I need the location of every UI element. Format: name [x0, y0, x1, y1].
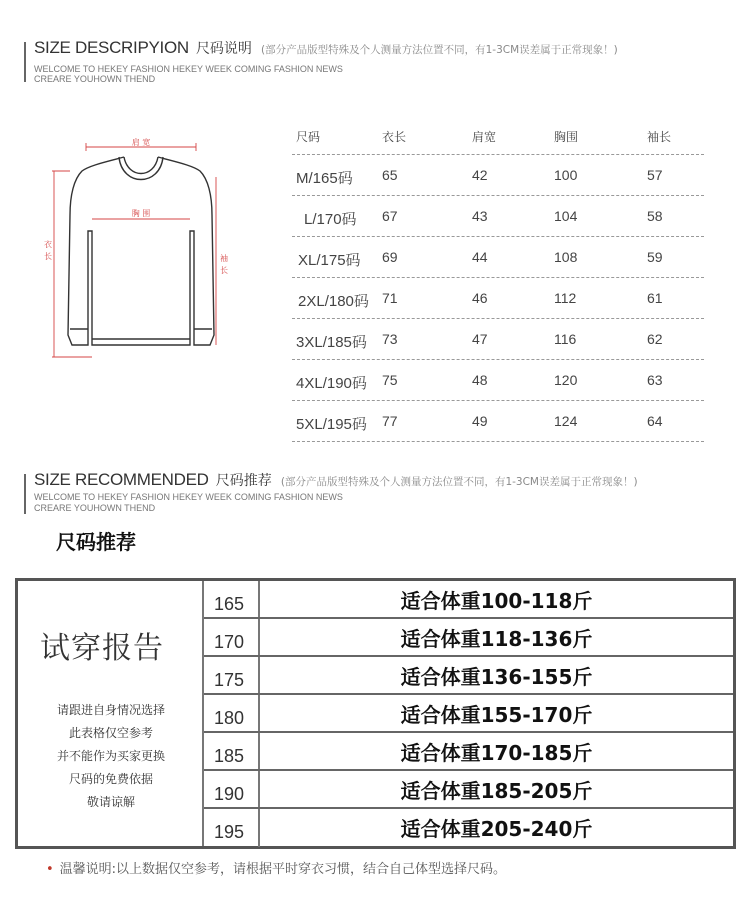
section-title-cn: 尺码推荐	[215, 473, 272, 489]
table-row	[204, 733, 733, 771]
table-row	[292, 195, 704, 236]
cell-sleeve: 62	[647, 331, 663, 347]
header-sleeve: 袖长	[647, 130, 672, 144]
section-subtitle-1: WELCOME TO HEKEY FASHION HEKEY WEEK COMING FASHION NEWS	[34, 64, 343, 74]
cell-chest: 104	[554, 208, 578, 224]
header-shoulder: 肩宽	[472, 130, 497, 144]
cell-chest: 112	[554, 290, 577, 306]
cell-chest: 120	[554, 372, 578, 388]
fit-size: 185	[204, 733, 260, 769]
fit-report-title: 试穿报告	[40, 631, 164, 666]
cell-shoulder: 44	[472, 249, 488, 265]
section-title-en: SIZE DESCRIPYION	[34, 38, 189, 57]
cell-size: 3XL/185码	[296, 334, 367, 351]
cell-length: 73	[382, 331, 398, 347]
cell-length: 75	[382, 372, 398, 388]
cell-sleeve: 64	[647, 413, 663, 429]
header-length: 衣长	[382, 130, 407, 144]
cell-shoulder: 42	[472, 167, 488, 183]
cell-length: 71	[382, 290, 398, 306]
fit-size: 165	[204, 581, 260, 617]
footnote-text: 温馨说明:以上数据仅空参考，请根据平时穿衣习惯，结合自己体型选择尺码。	[59, 862, 507, 877]
cell-length: 77	[382, 413, 398, 429]
fit-size: 195	[204, 809, 260, 847]
sweater-outline	[68, 157, 214, 345]
sleeve-label-1: 袖	[220, 254, 228, 263]
recommend-title: 尺码推荐	[56, 530, 136, 554]
table-row	[292, 400, 704, 441]
cell-shoulder: 49	[472, 413, 488, 429]
table-row	[204, 619, 733, 657]
cell-sleeve: 57	[647, 167, 663, 183]
cell-chest: 100	[554, 167, 578, 183]
cell-shoulder: 48	[472, 372, 488, 388]
chest-label: 胸 围	[131, 209, 151, 218]
cell-size: XL/175码	[298, 252, 361, 269]
fit-weight: 适合体重155-170斤	[400, 703, 593, 727]
fit-note-line: 尺码的免费依据	[68, 772, 153, 786]
header-title-line	[34, 38, 618, 58]
sleeve-label-2: 长	[220, 266, 228, 275]
header-divider	[24, 474, 26, 514]
table-row	[204, 771, 733, 809]
measure-lines	[52, 143, 216, 357]
cell-chest: 124	[554, 413, 578, 429]
table-row	[292, 277, 704, 318]
cell-shoulder: 46	[472, 290, 488, 306]
fit-rows	[204, 581, 733, 846]
header-divider	[24, 42, 26, 82]
cell-chest: 108	[554, 249, 578, 265]
table-row	[204, 657, 733, 695]
cell-sleeve: 58	[647, 208, 663, 224]
fit-note-line: 请跟进自身情况选择	[56, 703, 165, 717]
sweater-diagram	[40, 135, 240, 375]
length-label-1: 衣	[44, 240, 52, 249]
fit-weight: 适合体重185-205斤	[400, 779, 593, 803]
fit-note-line: 此表格仅空参考	[68, 726, 153, 740]
table-row	[292, 318, 704, 359]
cell-size: L/170码	[304, 211, 357, 228]
cell-sleeve: 63	[647, 372, 663, 388]
cell-size: 2XL/180码	[298, 293, 369, 310]
fit-report-panel	[18, 581, 204, 846]
table-bottom-rule	[292, 441, 704, 442]
length-label-2: 长	[44, 252, 52, 261]
cell-length: 67	[382, 208, 398, 224]
cell-size: 5XL/195码	[296, 416, 367, 433]
header-title-line	[34, 470, 638, 490]
fit-weight: 适合体重136-155斤	[400, 665, 593, 689]
cell-shoulder: 47	[472, 331, 488, 347]
header-chest: 胸围	[554, 130, 579, 144]
size-table-header	[292, 126, 704, 154]
fit-weight: 适合体重100-118斤	[400, 589, 593, 613]
fit-report-notes	[18, 699, 204, 814]
table-row	[204, 809, 733, 847]
fit-note-line: 敬请谅解	[86, 795, 135, 809]
section-subtitle-2: CREARE YOUHOWN THEND	[34, 74, 156, 84]
fit-report-table	[15, 578, 736, 849]
cell-size: M/165码	[296, 170, 353, 187]
footnote	[46, 858, 506, 877]
header-size: 尺码	[296, 130, 321, 144]
fit-weight: 适合体重118-136斤	[400, 627, 593, 651]
cell-sleeve: 61	[647, 290, 663, 306]
cell-shoulder: 43	[472, 208, 488, 224]
bullet-dot-icon: •	[46, 862, 54, 877]
fit-note-line: 并不能作为买家更换	[56, 749, 165, 763]
fit-size: 175	[204, 657, 260, 693]
cell-sleeve: 59	[647, 249, 663, 265]
fit-weight: 适合体重205-240斤	[400, 817, 593, 841]
fit-size: 170	[204, 619, 260, 655]
table-row	[292, 236, 704, 277]
table-row	[292, 359, 704, 400]
cell-chest: 116	[554, 331, 577, 347]
fit-size: 190	[204, 771, 260, 807]
section-subtitle-1: WELCOME TO HEKEY FASHION HEKEY WEEK COMING FASHION NEWS	[34, 492, 343, 502]
table-row	[292, 154, 704, 195]
size-table	[292, 126, 704, 442]
fit-size: 180	[204, 695, 260, 731]
section-title-en: SIZE RECOMMENDED	[34, 470, 209, 489]
shoulder-label: 肩 宽	[131, 138, 151, 147]
table-row	[204, 695, 733, 733]
section-subtitle-2: CREARE YOUHOWN THEND	[34, 503, 156, 513]
cell-size: 4XL/190码	[296, 375, 367, 392]
section-title-cn: 尺码说明	[195, 41, 252, 57]
cell-length: 65	[382, 167, 398, 183]
section-note: (部分产品版型特殊及个人测量方法位置不同，有1-3CM误差属于正常现象！)	[261, 44, 618, 56]
section-note: (部分产品版型特殊及个人测量方法位置不同，有1-3CM误差属于正常现象！)	[280, 476, 638, 488]
cell-length: 69	[382, 249, 398, 265]
fit-weight: 适合体重170-185斤	[400, 741, 593, 765]
table-row	[204, 581, 733, 619]
